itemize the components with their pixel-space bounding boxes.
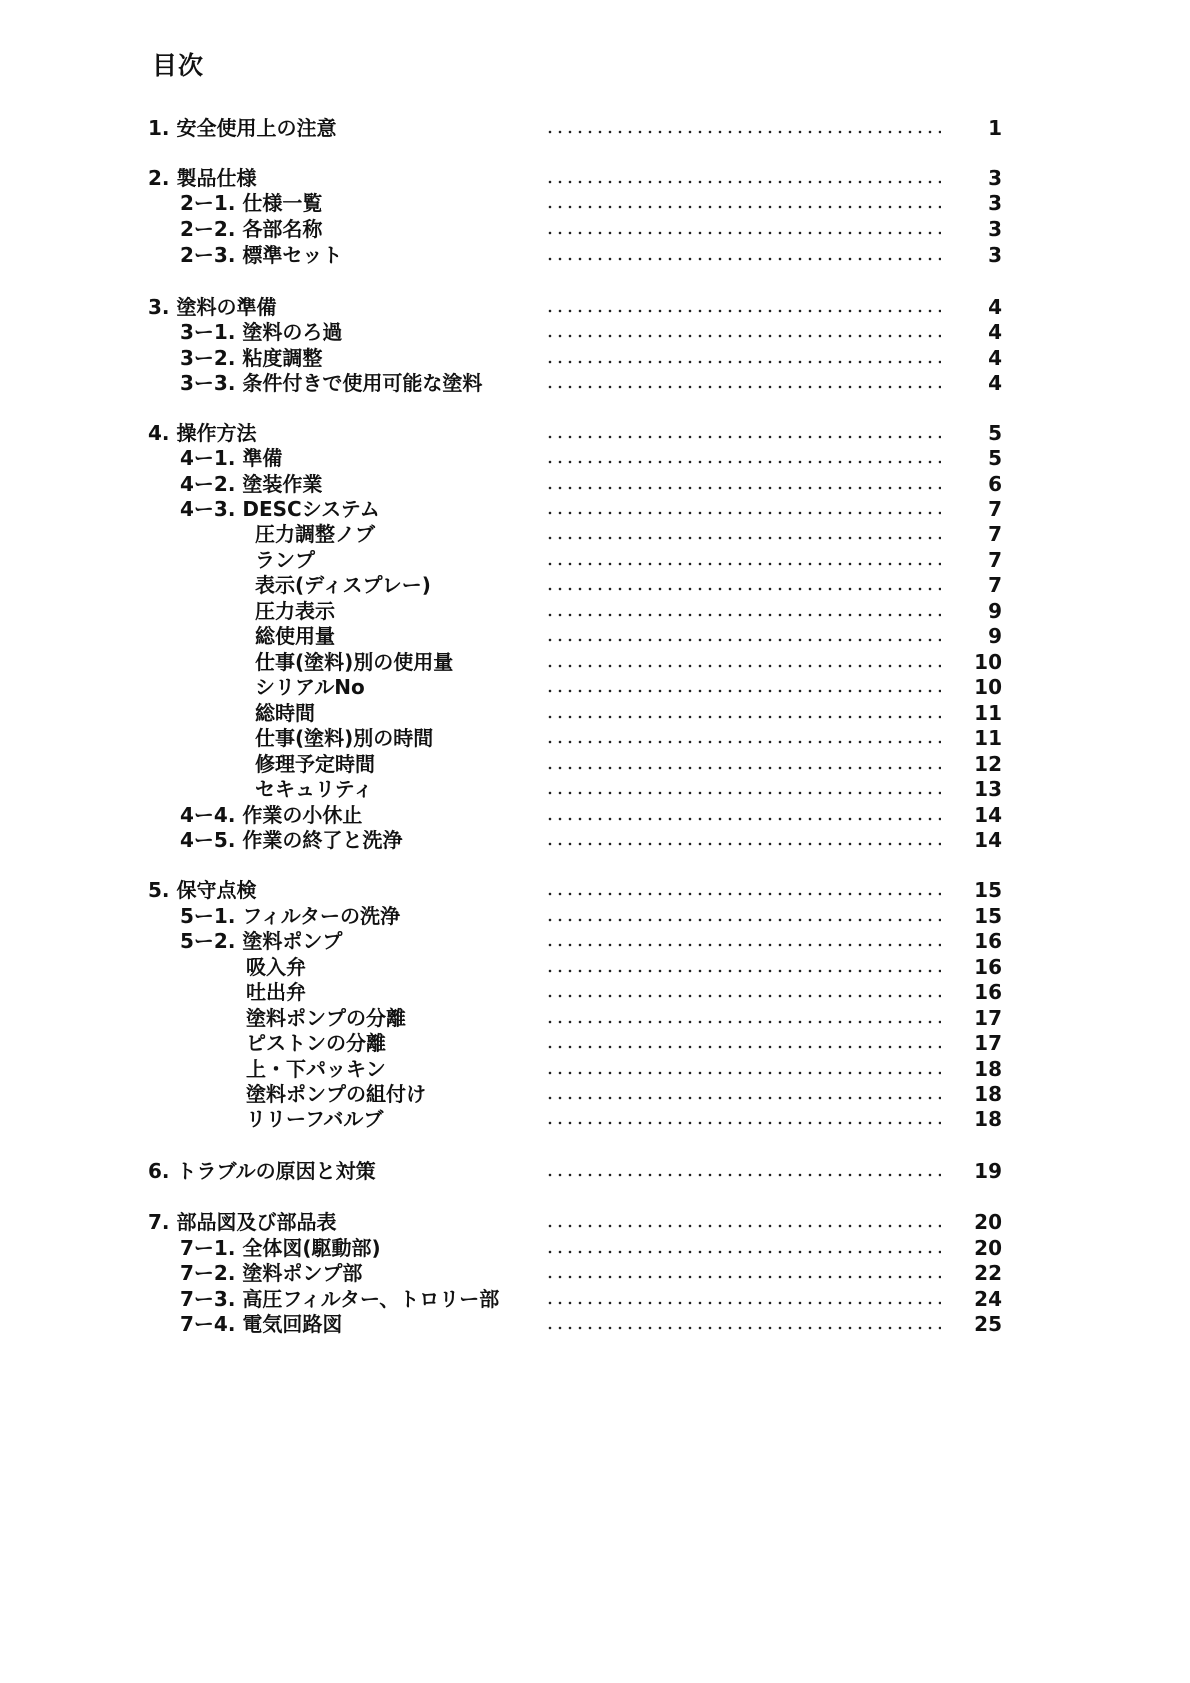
toc-entry-label: シリアルNo — [255, 675, 365, 699]
toc-dot-leader — [545, 918, 941, 922]
toc-dot-leader — [545, 715, 941, 719]
toc-entry[interactable] — [0, 521, 1190, 547]
toc-entry[interactable] — [0, 370, 1190, 396]
toc-entry-label: 5. 保守点検 — [148, 878, 257, 902]
toc-dot-leader — [545, 435, 941, 439]
toc-dot-leader — [545, 460, 941, 464]
toc-dot-leader — [545, 1096, 941, 1100]
toc-entry[interactable] — [0, 1209, 1190, 1235]
toc-entry[interactable] — [0, 345, 1190, 371]
toc-entry[interactable] — [0, 547, 1190, 573]
toc-entry[interactable] — [0, 1260, 1190, 1286]
toc-entry-page-number: 4 — [988, 320, 1002, 344]
toc-entry-label: 5ー1. フィルターの洗浄 — [180, 904, 400, 928]
toc-entry-label: ピストンの分離 — [246, 1031, 386, 1055]
toc-dot-leader — [545, 1326, 941, 1330]
toc-entry[interactable] — [0, 928, 1190, 954]
toc-dot-leader — [545, 309, 941, 313]
toc-dot-leader — [545, 689, 941, 693]
toc-entry-page-number: 10 — [974, 675, 1002, 699]
toc-dot-leader — [545, 1121, 941, 1125]
toc-entry[interactable] — [0, 471, 1190, 497]
toc-entry-page-number: 3 — [988, 243, 1002, 267]
toc-entry-label: 3. 塗料の準備 — [148, 295, 277, 319]
toc-dot-leader — [545, 638, 941, 642]
toc-dot-leader — [545, 943, 941, 947]
toc-entry[interactable] — [0, 572, 1190, 598]
toc-dot-leader — [545, 1301, 941, 1305]
toc-entry-page-number: 7 — [988, 522, 1002, 546]
toc-entry[interactable] — [0, 802, 1190, 828]
toc-entry-page-number: 7 — [988, 573, 1002, 597]
toc-entry-page-number: 5 — [988, 446, 1002, 470]
toc-entry-label: 3ー3. 条件付きで使用可能な塗料 — [180, 371, 483, 395]
toc-entry[interactable] — [0, 294, 1190, 320]
toc-entry[interactable] — [0, 1056, 1190, 1082]
toc-entry-label: 総時間 — [255, 701, 315, 725]
toc-entry-page-number: 3 — [988, 191, 1002, 215]
toc-entry-label: 修理予定時間 — [255, 752, 375, 776]
toc-title: 目次 — [152, 51, 205, 80]
toc-entry[interactable] — [0, 242, 1190, 268]
toc-entry[interactable] — [0, 165, 1190, 191]
toc-entry-label: 圧力調整ノブ — [255, 522, 375, 546]
toc-dot-leader — [545, 664, 941, 668]
toc-entry-label: 3ー2. 粘度調整 — [180, 346, 323, 370]
toc-entry-page-number: 16 — [974, 980, 1002, 1004]
toc-entry-page-number: 9 — [988, 624, 1002, 648]
toc-entry[interactable] — [0, 190, 1190, 216]
toc-entry-label: セキュリティ — [255, 777, 373, 801]
toc-entry[interactable] — [0, 776, 1190, 802]
toc-entry[interactable] — [0, 877, 1190, 903]
toc-entry-page-number: 1 — [988, 116, 1002, 140]
toc-entry-label: 7ー3. 高圧フィルター、トロリー部 — [180, 1287, 500, 1311]
toc-dot-leader — [545, 766, 941, 770]
toc-dot-leader — [545, 486, 941, 490]
toc-entry[interactable] — [0, 700, 1190, 726]
toc-entry[interactable] — [0, 674, 1190, 700]
toc-dot-leader — [545, 360, 941, 364]
toc-entry-page-number: 15 — [974, 904, 1002, 928]
toc-dot-leader — [545, 334, 941, 338]
toc-entry-page-number: 14 — [974, 828, 1002, 852]
toc-dot-leader — [545, 1071, 941, 1075]
toc-entry-label: 4ー4. 作業の小休止 — [180, 803, 363, 827]
toc-entry-label: 1. 安全使用上の注意 — [148, 116, 337, 140]
toc-dot-leader — [545, 1173, 941, 1177]
toc-entry-label: 吸入弁 — [246, 955, 306, 979]
toc-entry-page-number: 5 — [988, 421, 1002, 445]
toc-entry[interactable] — [0, 649, 1190, 675]
toc-dot-leader — [545, 536, 941, 540]
toc-dot-leader — [545, 180, 941, 184]
toc-entry[interactable] — [0, 1158, 1190, 1184]
toc-dot-leader — [545, 969, 941, 973]
toc-entry-label: 4ー1. 準備 — [180, 446, 283, 470]
toc-dot-leader — [545, 511, 941, 515]
toc-dot-leader — [545, 1275, 941, 1279]
toc-entry[interactable] — [0, 1106, 1190, 1132]
toc-dot-leader — [545, 385, 941, 389]
toc-entry-page-number: 4 — [988, 346, 1002, 370]
toc-entry-page-number: 18 — [974, 1057, 1002, 1081]
toc-dot-leader — [545, 1224, 941, 1228]
toc-entry-label: 塗料ポンプの組付け — [246, 1082, 426, 1106]
toc-entry[interactable] — [0, 216, 1190, 242]
toc-entry-label: 7. 部品図及び部品表 — [148, 1210, 337, 1234]
toc-dot-leader — [545, 231, 941, 235]
toc-dot-leader — [545, 257, 941, 261]
toc-entry[interactable] — [0, 903, 1190, 929]
toc-entry-page-number: 18 — [974, 1107, 1002, 1131]
toc-entry-label: 総使用量 — [255, 624, 335, 648]
toc-entry-page-number: 4 — [988, 371, 1002, 395]
toc-dot-leader — [545, 205, 941, 209]
toc-entry[interactable] — [0, 1005, 1190, 1031]
toc-entry[interactable] — [0, 598, 1190, 624]
toc-entry-label: 塗料ポンプの分離 — [246, 1006, 406, 1030]
toc-entry-page-number: 13 — [974, 777, 1002, 801]
toc-entry[interactable] — [0, 751, 1190, 777]
toc-entry-label: 2ー3. 標準セット — [180, 243, 343, 267]
toc-entry[interactable] — [0, 1030, 1190, 1056]
toc-entry-label: リリーフバルブ — [246, 1107, 384, 1131]
toc-entry[interactable] — [0, 1286, 1190, 1312]
toc-entry-label: 仕事(塗料)別の時間 — [255, 726, 434, 750]
toc-dot-leader — [545, 1045, 941, 1049]
toc-entry-label: 6. トラブルの原因と対策 — [148, 1159, 376, 1183]
toc-dot-leader — [545, 791, 941, 795]
toc-dot-leader — [545, 1020, 941, 1024]
toc-entry[interactable] — [0, 1311, 1190, 1337]
toc-entry-label: 5ー2. 塗料ポンプ — [180, 929, 343, 953]
toc-entry-page-number: 11 — [974, 726, 1002, 750]
toc-dot-leader — [545, 892, 941, 896]
toc-entry-page-number: 18 — [974, 1082, 1002, 1106]
toc-entry[interactable] — [0, 954, 1190, 980]
toc-entry[interactable] — [0, 319, 1190, 345]
toc-entry-page-number: 11 — [974, 701, 1002, 725]
toc-entry-page-number: 25 — [974, 1312, 1002, 1336]
toc-entry-label: 仕事(塗料)別の使用量 — [255, 650, 454, 674]
toc-entry-label: 2ー1. 仕様一覧 — [180, 191, 323, 215]
toc-entry-label: 4ー2. 塗装作業 — [180, 472, 323, 496]
toc-entry-page-number: 20 — [974, 1210, 1002, 1234]
toc-entry[interactable] — [0, 1081, 1190, 1107]
toc-entry-page-number: 4 — [988, 295, 1002, 319]
toc-entry[interactable] — [0, 445, 1190, 471]
toc-entry-page-number: 3 — [988, 166, 1002, 190]
toc-dot-leader — [545, 842, 941, 846]
toc-entry-label: 圧力表示 — [255, 599, 335, 623]
toc-dot-leader — [545, 562, 941, 566]
toc-entry-label: 2. 製品仕様 — [148, 166, 257, 190]
toc-entry-label: 4ー3. DESCシステム — [180, 497, 380, 521]
toc-entry-label: 2ー2. 各部名称 — [180, 217, 323, 241]
toc-entry-page-number: 12 — [974, 752, 1002, 776]
toc-dot-leader — [545, 613, 941, 617]
toc-entry[interactable] — [0, 115, 1190, 141]
toc-entry-label: 3ー1. 塗料のろ過 — [180, 320, 343, 344]
toc-entry-page-number: 19 — [974, 1159, 1002, 1183]
toc-entry-label: 表示(ディスプレー) — [255, 573, 431, 597]
toc-dot-leader — [545, 1250, 941, 1254]
toc-entry-page-number: 17 — [974, 1031, 1002, 1055]
toc-entry-page-number: 10 — [974, 650, 1002, 674]
toc-entry-page-number: 7 — [988, 497, 1002, 521]
toc-entry[interactable] — [0, 725, 1190, 751]
toc-entry-page-number: 24 — [974, 1287, 1002, 1311]
toc-entry-page-number: 15 — [974, 878, 1002, 902]
toc-entry-page-number: 16 — [974, 955, 1002, 979]
toc-dot-leader — [545, 817, 941, 821]
toc-entry-page-number: 3 — [988, 217, 1002, 241]
toc-dot-leader — [545, 130, 941, 134]
toc-dot-leader — [545, 740, 941, 744]
toc-entry[interactable] — [0, 827, 1190, 853]
toc-dot-leader — [545, 587, 941, 591]
toc-entry[interactable] — [0, 1235, 1190, 1261]
toc-entry-label: 7ー1. 全体図(駆動部) — [180, 1236, 381, 1260]
toc-entry-page-number: 9 — [988, 599, 1002, 623]
toc-entry-label: 7ー4. 電気回路図 — [180, 1312, 343, 1336]
toc-entry-label: 上・下パッキン — [246, 1057, 386, 1081]
toc-entry[interactable] — [0, 420, 1190, 446]
toc-entry-label: 4ー5. 作業の終了と洗浄 — [180, 828, 403, 852]
toc-entry-page-number: 22 — [974, 1261, 1002, 1285]
toc-entry-label: 4. 操作方法 — [148, 421, 257, 445]
toc-dot-leader — [545, 994, 941, 998]
toc-entry[interactable] — [0, 496, 1190, 522]
toc-entry-page-number: 6 — [988, 472, 1002, 496]
toc-entry-label: ランプ — [255, 548, 315, 572]
toc-entry-label: 7ー2. 塗料ポンプ部 — [180, 1261, 363, 1285]
toc-entry[interactable] — [0, 623, 1190, 649]
toc-entry-page-number: 20 — [974, 1236, 1002, 1260]
toc-entry-page-number: 17 — [974, 1006, 1002, 1030]
toc-entry-page-number: 14 — [974, 803, 1002, 827]
toc-entry[interactable] — [0, 979, 1190, 1005]
toc-entry-page-number: 16 — [974, 929, 1002, 953]
toc-entry-label: 吐出弁 — [246, 980, 306, 1004]
toc-entry-page-number: 7 — [988, 548, 1002, 572]
